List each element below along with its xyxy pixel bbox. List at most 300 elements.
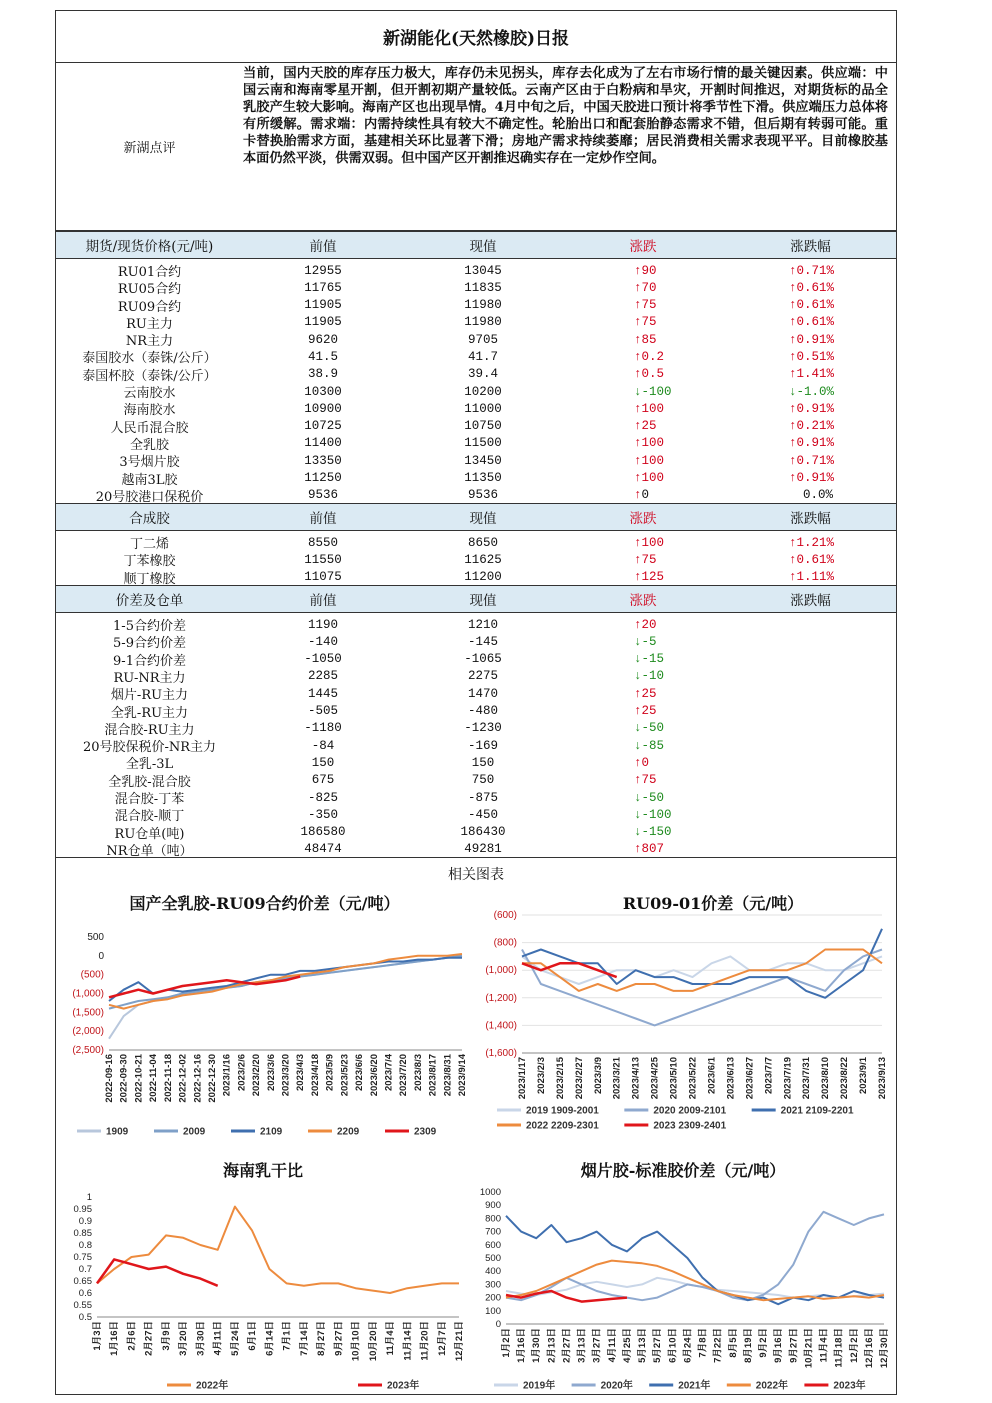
cur-cell: -480 [467, 704, 498, 719]
x-tick-label: 2023/5/22 [687, 1057, 699, 1100]
table-row [56, 365, 896, 382]
prev-cell: 9620 [307, 332, 338, 347]
change-value: -10 [641, 669, 665, 684]
change-percent: 1.11% [796, 570, 835, 585]
prev-cell: 675 [311, 773, 335, 788]
percent-cell [723, 471, 898, 485]
change-cell [563, 739, 723, 753]
chart-title: 烟片胶-标准胶价差（元/吨） [580, 1161, 786, 1180]
name-cell: 1-5合约价差 [113, 619, 186, 635]
x-tick-label: 2023/9/13 [877, 1057, 888, 1100]
name-cell: 丁苯橡胶 [123, 554, 176, 570]
y-tick-label: (500) [80, 969, 104, 981]
y-tick-label: (1,600) [485, 1048, 517, 1059]
change-cell [563, 315, 723, 329]
table-row [56, 469, 896, 486]
prev-cell: 9536 [307, 488, 338, 503]
legend-label: 2309 [414, 1126, 437, 1138]
x-tick-label: 3月27日 [591, 1328, 603, 1363]
x-tick-label: 8月27日 [316, 1321, 328, 1356]
cur-cell: 1210 [467, 617, 498, 632]
legend-label: 2022年 [196, 1380, 229, 1392]
chart-title: 国产全乳胶-RU09合约价差（元/吨） [129, 894, 400, 913]
arrow-up-icon: ↑ [789, 315, 797, 330]
x-tick-label: 2023/2/20 [251, 1054, 263, 1097]
x-tick-label: 7月14日 [298, 1321, 310, 1356]
cur-cell: 11500 [464, 436, 502, 451]
y-tick-label: 0.75 [73, 1252, 92, 1263]
cur-cell: 11350 [464, 471, 502, 486]
legend-label: 2021 2109-2201 [780, 1105, 854, 1117]
legend-label: 2022年 [755, 1380, 789, 1392]
arrow-up-icon: ↑ [634, 401, 642, 416]
change-percent: -1.0% [796, 384, 835, 399]
arrow-down-icon: ↓ [634, 807, 642, 822]
change-percent: 0.51% [796, 349, 835, 364]
y-tick-label: 200 [485, 1292, 501, 1304]
prev-cell: 10300 [304, 384, 342, 399]
table-row [56, 615, 896, 635]
arrow-up-icon: ↑ [634, 367, 642, 382]
chart-svg [57, 1152, 469, 1392]
table-row [56, 753, 896, 773]
x-tick-label: 2023/2/6 [236, 1054, 248, 1091]
x-tick-label: 2023/3/6 [265, 1054, 277, 1091]
arrow-up-icon: ↑ [789, 401, 797, 416]
chart-svg [474, 1152, 892, 1392]
change-percent: 0.91% [796, 436, 835, 451]
arrow-down-icon: ↓ [634, 825, 642, 840]
arrow-up-icon: ↑ [634, 332, 642, 347]
arrow-up-icon: ↑ [634, 570, 642, 585]
legend-label: 2023年 [833, 1380, 866, 1392]
cur-cell: 13450 [464, 453, 502, 468]
cur-cell: 8650 [467, 535, 498, 550]
y-tick-label: (1,000) [485, 965, 517, 977]
table-row [56, 719, 896, 736]
name-cell: RU主力 [126, 316, 173, 332]
arrow-up-icon: ↑ [634, 263, 642, 278]
column-header: 现值 [469, 593, 497, 610]
prev-cell: -505 [307, 704, 338, 719]
change-value: 100 [641, 401, 665, 416]
prev-cell: 2285 [307, 669, 338, 684]
x-tick-label: 2023/6/13 [725, 1057, 737, 1100]
name-cell: NR主力 [125, 334, 174, 350]
x-tick-label: 2023/5/9 [324, 1054, 336, 1091]
table-rows [56, 259, 896, 503]
arrow-down-icon: ↓ [634, 634, 642, 649]
legend-label: 2109 [260, 1126, 283, 1138]
x-tick-label: 2023/7/19 [782, 1057, 794, 1100]
change-value: 0.2 [641, 349, 665, 364]
x-tick-label: 2022-11-04 [148, 1054, 160, 1103]
table-row [56, 486, 896, 503]
name-cell: 云南胶水 [123, 386, 176, 402]
change-percent: 0.61% [796, 280, 835, 295]
cur-cell: 150 [471, 755, 495, 770]
change-cell [563, 385, 723, 399]
change-value: 20 [641, 617, 657, 632]
cur-cell: -1065 [464, 652, 502, 667]
section-header [56, 231, 896, 259]
change-value: -100 [641, 384, 672, 399]
x-tick-label: 2023/7/20 [398, 1054, 410, 1097]
table-rows [56, 531, 896, 585]
cur-cell: 41.7 [467, 349, 498, 364]
change-percent: 0.0% [803, 488, 834, 503]
name-cell: RU05合约 [117, 282, 182, 298]
prev-cell: 11765 [304, 280, 342, 295]
table-row [56, 533, 896, 553]
change-cell [563, 825, 723, 839]
x-tick-label: 2023/4/3 [295, 1054, 307, 1091]
x-tick-label: 8月5日 [727, 1328, 739, 1358]
y-tick-label: 100 [485, 1305, 501, 1317]
x-tick-label: 11月4日 [818, 1328, 830, 1363]
table-row [56, 788, 896, 808]
cur-cell: 9705 [467, 332, 498, 347]
x-tick-label: 2022-12-30 [206, 1054, 218, 1103]
name-cell: RU仓单(吨) [114, 826, 185, 842]
column-header: 现值 [469, 239, 497, 255]
change-cell [563, 333, 723, 347]
column-header: 涨跌幅 [790, 239, 831, 255]
arrow-up-icon: ↑ [789, 570, 797, 585]
change-value: 85 [641, 332, 657, 347]
legend-label: 2019 1909-2001 [526, 1105, 599, 1117]
x-tick-label: 7月8日 [697, 1328, 709, 1358]
commentary-label: 新湖点评 [123, 141, 176, 156]
x-tick-label: 2月6日 [126, 1321, 138, 1351]
change-cell [563, 402, 723, 416]
name-cell: 5-9合约价差 [113, 636, 186, 652]
x-tick-label: 6月1日 [247, 1321, 259, 1351]
change-value: 100 [641, 453, 665, 468]
cur-cell: 1470 [467, 686, 498, 701]
y-tick-label: (800) [493, 937, 517, 949]
prev-cell: 11075 [304, 570, 342, 585]
table-row [56, 667, 896, 684]
percent-cell [723, 350, 898, 364]
column-header: 前值 [309, 511, 337, 528]
change-cell [563, 773, 723, 787]
prev-cell: -1180 [304, 721, 342, 736]
arrow-up-icon: ↑ [634, 419, 642, 434]
arrow-up-icon: ↑ [634, 315, 642, 330]
x-tick-label: 2023/6/20 [368, 1054, 380, 1097]
arrow-up-icon: ↑ [789, 298, 797, 313]
name-cell: 烟片-RU主力 [110, 688, 189, 704]
arrow-down-icon: ↓ [634, 738, 642, 753]
legend-label: 2020年 [600, 1380, 633, 1392]
section-header [56, 503, 896, 531]
series-line [97, 1207, 459, 1293]
prev-cell: 11400 [304, 436, 342, 451]
commentary-section [56, 63, 896, 231]
change-cell [563, 808, 723, 822]
change-cell [563, 419, 723, 433]
prev-cell: 1190 [307, 617, 338, 632]
x-tick-label: 2023/5/23 [339, 1054, 351, 1097]
x-tick-label: 2023/3/20 [280, 1054, 292, 1097]
cur-cell: 39.4 [467, 367, 498, 382]
percent-cell [723, 281, 898, 295]
x-tick-label: 2023/1/17 [517, 1057, 528, 1100]
x-tick-label: 2023/4/18 [309, 1054, 321, 1097]
column-header: 涨跌 [629, 239, 657, 255]
column-header: 合成胶 [129, 511, 170, 528]
arrow-up-icon: ↑ [634, 471, 642, 486]
prev-cell: 10725 [304, 419, 342, 434]
name-cell: 全乳胶 [129, 437, 169, 453]
y-tick-label: 0.55 [73, 1300, 92, 1311]
change-value: 70 [641, 280, 657, 295]
x-tick-label: 11月4日 [385, 1321, 397, 1356]
x-tick-label: 2月27日 [143, 1321, 155, 1356]
arrow-up-icon: ↑ [789, 436, 797, 451]
name-cell: 越南3L胶 [121, 472, 178, 488]
change-cell [563, 264, 723, 278]
prev-cell: 38.9 [307, 367, 338, 382]
cur-cell: -450 [467, 807, 498, 822]
change-value: -50 [641, 721, 665, 736]
legend-label: 2209 [337, 1126, 360, 1138]
cur-cell: 11835 [464, 280, 502, 295]
name-cell: 丁二烯 [129, 537, 169, 553]
x-tick-label: 10月20日 [367, 1321, 379, 1362]
chart-2 [477, 885, 889, 1147]
change-percent: 0.71% [796, 453, 835, 468]
change-value: 100 [641, 436, 665, 451]
change-percent: 0.91% [796, 471, 835, 486]
table-row [56, 330, 896, 350]
x-tick-label: 2023/2/27 [573, 1057, 585, 1100]
chart-1 [57, 885, 472, 1147]
table-row [56, 434, 896, 451]
x-tick-label: 2023/9/1 [858, 1057, 870, 1094]
change-value: -150 [641, 825, 672, 840]
legend-label: 2023 2309-2401 [653, 1120, 727, 1132]
prev-cell: -140 [307, 634, 338, 649]
x-tick-label: 2023/7/31 [801, 1057, 813, 1100]
name-cell: RU-NR主力 [113, 670, 186, 686]
x-tick-label: 2023/3/21 [611, 1057, 623, 1100]
y-tick-label: 1 [86, 1192, 92, 1203]
x-tick-label: 5月27日 [652, 1328, 664, 1363]
name-cell: RU01合约 [117, 265, 182, 280]
x-tick-label: 2022-11-18 [162, 1054, 174, 1103]
change-cell [563, 350, 723, 364]
name-cell: 泰国胶水（泰铢/公斤） [82, 351, 217, 367]
arrow-up-icon: ↑ [634, 755, 642, 770]
cur-cell: 750 [471, 773, 495, 788]
arrow-down-icon: ↓ [789, 384, 797, 399]
x-tick-label: 2023/6/27 [744, 1057, 756, 1100]
x-tick-label: 2023/6/1 [706, 1057, 718, 1094]
y-tick-label: 300 [485, 1279, 501, 1291]
arrow-up-icon: ↑ [634, 535, 642, 550]
y-tick-label: 600 [485, 1239, 501, 1251]
percent-cell [723, 570, 898, 584]
x-tick-label: 9月2日 [758, 1328, 770, 1358]
change-percent: 1.41% [796, 367, 835, 382]
change-cell [563, 842, 723, 856]
cur-cell: -169 [467, 738, 498, 753]
column-header: 前值 [309, 593, 337, 610]
y-tick-label: (1,400) [485, 1020, 517, 1032]
arrow-up-icon: ↑ [634, 842, 642, 857]
x-tick-label: 2022-09-16 [104, 1054, 115, 1103]
series-line [97, 1259, 218, 1285]
table-row [56, 684, 896, 704]
percent-cell [723, 436, 898, 450]
arrow-up-icon: ↑ [789, 367, 797, 382]
arrow-down-icon: ↓ [634, 652, 642, 667]
x-tick-label: 5月24日 [229, 1321, 241, 1356]
change-value: 75 [641, 773, 657, 788]
arrow-up-icon: ↑ [789, 419, 797, 434]
x-tick-label: 6月14日 [264, 1321, 276, 1356]
name-cell: 人民币混合胶 [110, 420, 189, 436]
prev-cell: -84 [311, 738, 335, 753]
percent-cell [723, 553, 898, 567]
y-tick-label: 0.8 [78, 1240, 92, 1251]
x-tick-label: 7月22日 [712, 1328, 724, 1363]
y-tick-label: 0.9 [78, 1216, 92, 1227]
x-tick-label: 2023/4/13 [630, 1057, 642, 1100]
arrow-up-icon: ↑ [634, 453, 642, 468]
y-tick-label: 0.5 [78, 1312, 92, 1323]
cur-cell: 11200 [464, 570, 502, 585]
x-tick-label: 12月7日 [436, 1321, 448, 1356]
y-tick-label: 0.6 [78, 1288, 92, 1299]
price-tables [56, 231, 896, 857]
x-tick-label: 11月18日 [833, 1328, 845, 1368]
arrow-up-icon: ↑ [789, 332, 797, 347]
name-cell: 20号胶港口保税价 [95, 489, 204, 505]
x-tick-label: 2023/5/10 [668, 1057, 680, 1100]
cur-cell: -1230 [464, 721, 502, 736]
x-tick-label: 2023/9/14 [457, 1054, 468, 1097]
y-tick-label: (600) [493, 910, 517, 921]
x-tick-label: 10月21日 [803, 1328, 815, 1369]
cur-cell: 13045 [464, 263, 502, 278]
arrow-up-icon: ↑ [789, 349, 797, 364]
name-cell: 全乳-RU主力 [110, 705, 189, 721]
x-tick-label: 1月3日 [92, 1321, 103, 1351]
change-value: 0.5 [641, 367, 665, 382]
arrow-up-icon: ↑ [634, 488, 642, 503]
prev-cell: 13350 [304, 453, 342, 468]
change-cell [563, 721, 723, 735]
cur-cell: 11000 [464, 401, 502, 416]
change-cell [563, 756, 723, 770]
change-value: 25 [641, 704, 657, 719]
x-tick-label: 3月9日 [160, 1321, 172, 1351]
name-cell: 泰国杯胶（泰铢/公斤） [82, 368, 217, 384]
y-tick-label: 800 [485, 1213, 501, 1225]
change-value: 90 [641, 263, 657, 278]
cur-cell: -145 [467, 634, 498, 649]
change-cell [563, 704, 723, 718]
column-header: 涨跌 [629, 511, 657, 528]
x-tick-label: 12月16日 [863, 1328, 875, 1369]
chart-title: RU09-01价差（元/吨） [622, 894, 804, 913]
commentary-text: 当前，国内天胶的库存压力极大，库存仍未见拐头，库存去化成为了左右市场行情的最关键因素。供应端：中国云南和海南零星开割，但开割初期产量较低。云南产区由于白粉病和旱灾，开割时间推迟，对期货标的品全乳胶产生较大影响。海南产区也出现旱情。4月中旬之后，中国天胶进口预计将季节性下滑。供应端压力总体将有所缓解。需求端：内需持续性具有较大不确定性。轮胎出口和配套胎静态需求不错，但后期有转弱可能。重卡替换胎需求方面，基建相关环比显著下滑；房地产需求持续萎靡；居民消费相关需求表现平平。目前橡胶基本面仍然平淡，供需双弱。但中国产区开割推迟确实存在一定炒作空间。 [243, 66, 888, 166]
prev-cell: 11905 [304, 298, 342, 313]
x-tick-label: 5月13日 [637, 1328, 649, 1363]
table-row [56, 417, 896, 434]
x-tick-label: 2023/6/6 [354, 1054, 366, 1091]
x-tick-label: 2023/8/3 [412, 1054, 424, 1091]
legend-label: 2021年 [678, 1380, 711, 1392]
x-tick-label: 4月25日 [621, 1328, 633, 1363]
x-tick-label: 1月16日 [109, 1321, 121, 1356]
table-rows [56, 613, 896, 857]
x-tick-label: 2023/3/9 [592, 1057, 604, 1094]
arrow-up-icon: ↑ [634, 552, 642, 567]
y-tick-label: 0.65 [73, 1276, 92, 1287]
column-header: 涨跌 [629, 593, 657, 610]
prev-cell: 150 [311, 755, 335, 770]
change-cell [563, 652, 723, 666]
arrow-up-icon: ↑ [789, 280, 797, 295]
arrow-up-icon: ↑ [634, 280, 642, 295]
change-value: 807 [641, 842, 665, 857]
change-value: 25 [641, 686, 657, 701]
change-percent: 0.61% [796, 315, 835, 330]
table-row [56, 840, 896, 857]
arrow-up-icon: ↑ [634, 349, 642, 364]
arrow-up-icon: ↑ [789, 471, 797, 486]
y-tick-label: 1000 [479, 1187, 501, 1198]
table-row [56, 736, 896, 756]
name-cell: 3号烟片胶 [119, 455, 180, 471]
percent-cell [723, 419, 898, 433]
column-header: 前值 [309, 239, 337, 255]
cur-cell: 11625 [464, 552, 502, 567]
percent-cell [723, 536, 898, 550]
change-value: 100 [641, 471, 665, 486]
change-cell [563, 298, 723, 312]
change-cell [563, 454, 723, 468]
cur-cell: -875 [467, 790, 498, 805]
cur-cell: 9536 [467, 488, 498, 503]
change-value: 75 [641, 552, 657, 567]
change-value: -100 [641, 807, 672, 822]
percent-cell [723, 333, 898, 347]
prev-cell: 12955 [304, 263, 342, 278]
name-cell: 全乳-3L [125, 757, 174, 773]
x-tick-label: 8月19日 [742, 1328, 754, 1363]
y-tick-label: (1,000) [72, 988, 104, 1000]
report-title: 新湖能化(天然橡胶)日报 [56, 11, 896, 63]
percent-cell [723, 298, 898, 312]
y-tick-label: 0.95 [73, 1204, 92, 1215]
y-tick-label: (2,500) [72, 1045, 104, 1056]
percent-cell [723, 385, 898, 399]
x-tick-label: 11月20日 [419, 1321, 431, 1361]
percent-cell [723, 315, 898, 329]
percent-cell [723, 367, 898, 381]
table-row [56, 805, 896, 825]
name-cell: 混合胶-RU主力 [104, 722, 195, 738]
arrow-up-icon: ↑ [634, 686, 642, 701]
change-cell [563, 791, 723, 805]
table-row [56, 399, 896, 419]
arrow-down-icon: ↓ [634, 790, 642, 805]
